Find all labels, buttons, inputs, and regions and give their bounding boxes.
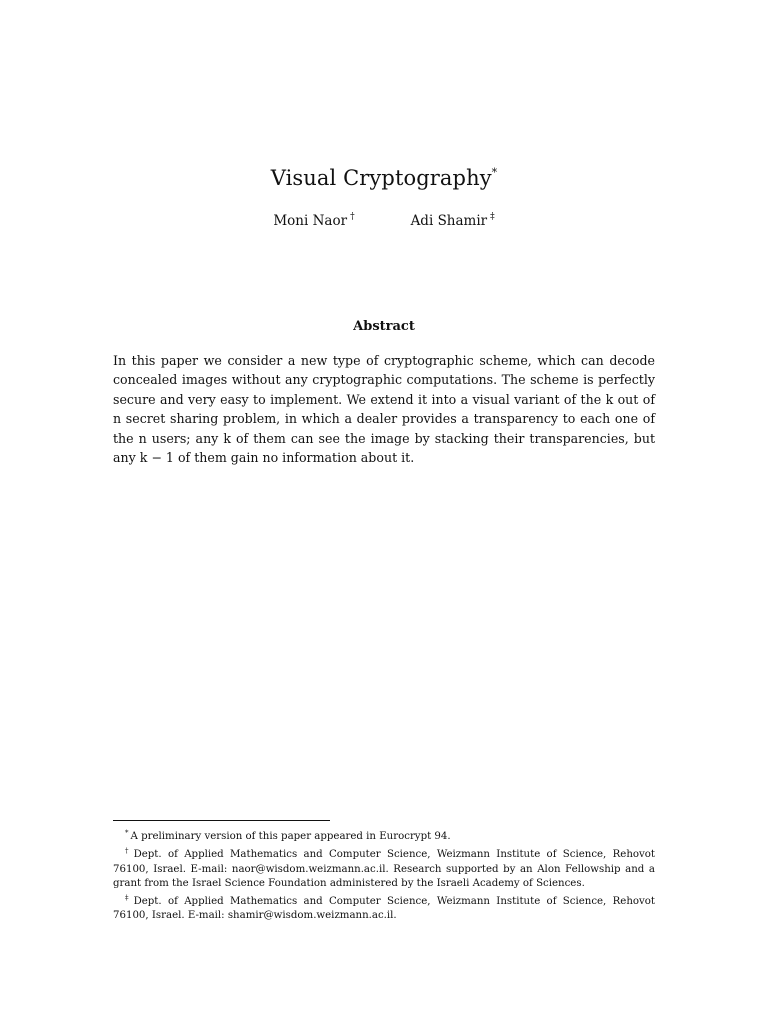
footnote-mark: * bbox=[125, 829, 129, 837]
author-name: Moni Naor bbox=[273, 213, 348, 229]
title-footnote-mark: * bbox=[491, 166, 498, 179]
author-name: Adi Shamir bbox=[410, 213, 488, 229]
footnote-text: A preliminary version of this paper appeared in Eurocrypt 94. bbox=[130, 831, 451, 842]
footnote-mark: ‡ bbox=[125, 894, 132, 903]
author-list bbox=[0, 212, 768, 229]
footnote-naor bbox=[113, 844, 655, 891]
footnote-preliminary bbox=[113, 826, 655, 844]
title-text: Visual Cryptography bbox=[270, 166, 492, 190]
author-footnote-mark: ‡ bbox=[490, 212, 495, 222]
footnote-mark: † bbox=[125, 847, 132, 856]
abstract-heading: Abstract bbox=[353, 319, 415, 334]
footnote-divider bbox=[113, 820, 330, 821]
author-footnote-mark: † bbox=[350, 212, 355, 222]
author-shamir bbox=[411, 212, 495, 229]
footnotes bbox=[113, 826, 655, 924]
author-naor bbox=[273, 212, 354, 229]
abstract-body: In this paper we consider a new type of cryptographic scheme, which can decode concealed images without any cryptographic computations. The scheme is perfectly secure and very easy to implement. We extend it into a visual variant of the k out of n secret sharing problem, in which a dealer provides a transparency to each one of the n users; any k of them can see the image by stacking their transparencies, but any k − 1 of them gain no information about it. bbox=[113, 353, 655, 466]
footnote-shamir bbox=[113, 891, 655, 924]
footnote-text: Dept. of Applied Mathematics and Computer Science, Weizmann Institute of Science, Rehovot 76100, Israel. E-mail: shamir@wisdom.weizmann.ac.il. bbox=[113, 896, 655, 922]
footnote-text: Dept. of Applied Mathematics and Computer Science, Weizmann Institute of Science, Rehovot 76100, Israel. E-mail: naor@wisdom.weizmann.ac.il. Research supported by an Alon Fellowship and a grant from the Israel Science Foundation administered by the Israeli Academy of Sciences. bbox=[113, 849, 655, 889]
paper-title bbox=[0, 166, 768, 190]
